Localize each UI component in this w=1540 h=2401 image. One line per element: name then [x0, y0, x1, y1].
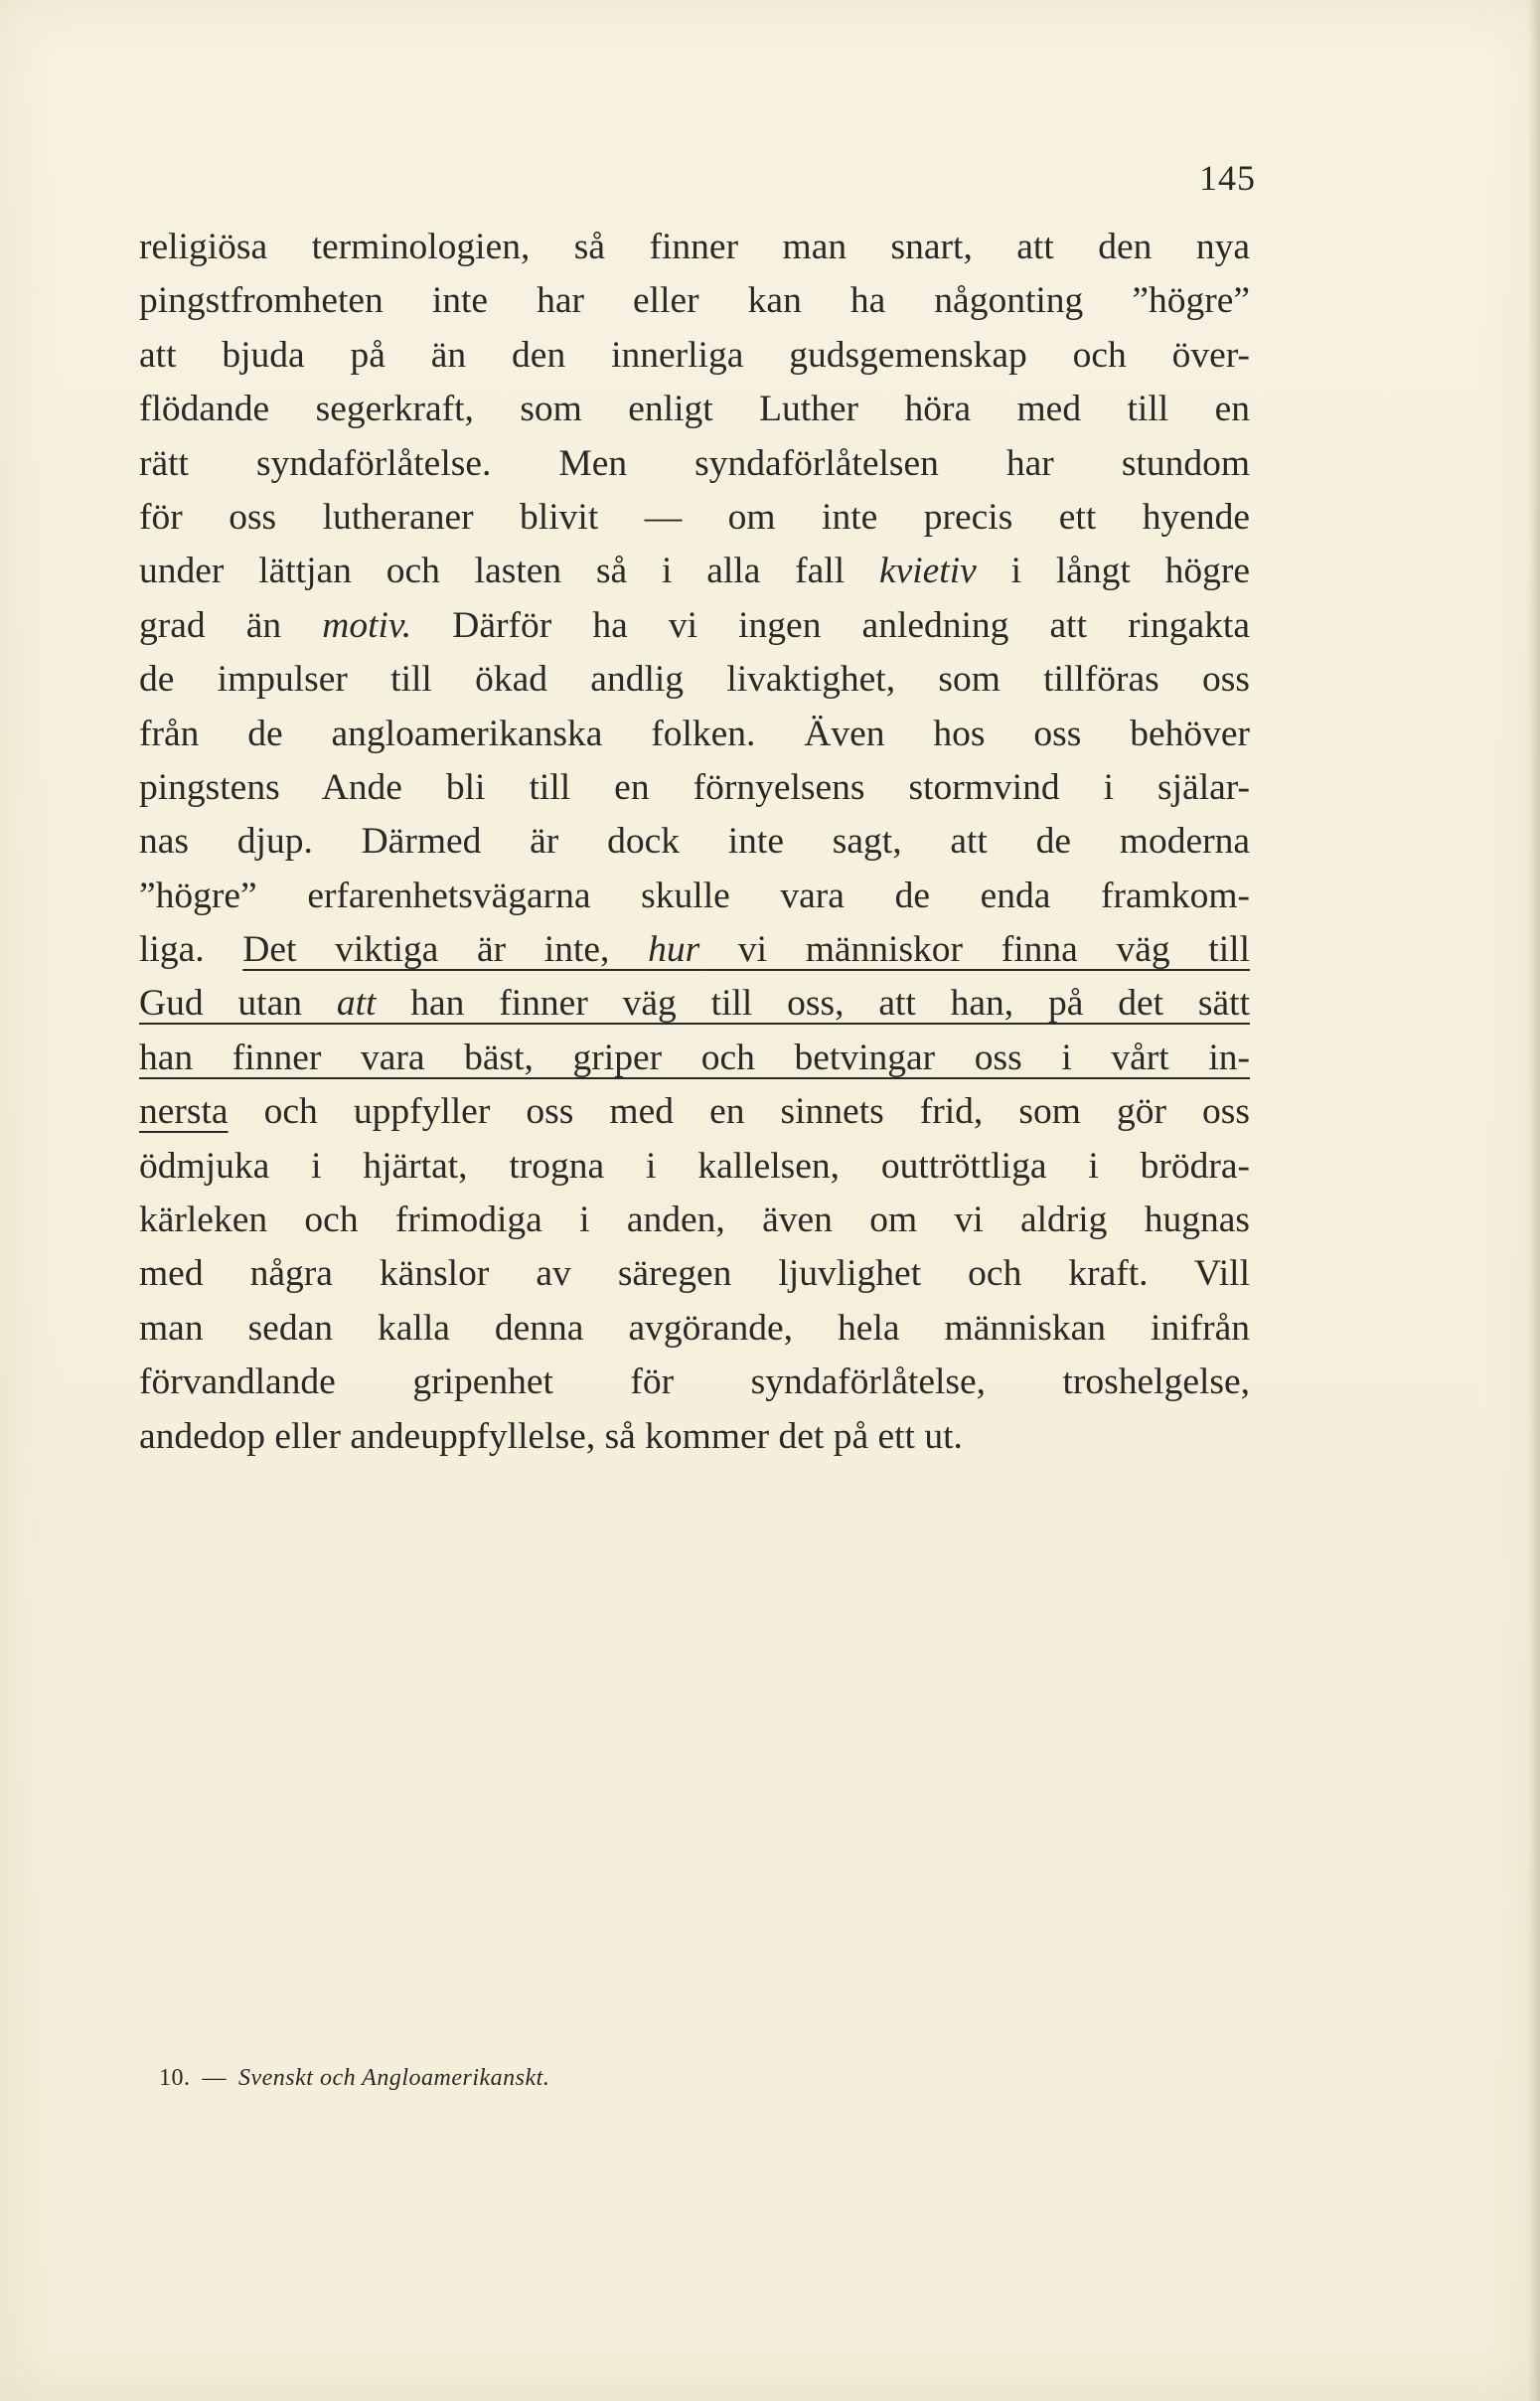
text-line — [139, 761, 1250, 815]
text-line — [139, 1247, 1250, 1301]
text-run: andedop eller andeuppfyllelse, så kommer det på ett ut. — [139, 1415, 963, 1457]
text-run: vi människor finna väg till — [699, 929, 1250, 971]
text-run: de impulser till ökad andlig livaktighet, som tillföras oss — [139, 659, 1250, 701]
text-run: nersta — [139, 1091, 229, 1133]
text-line — [139, 491, 1250, 545]
text-run: rätt syndaförlåtelse. Men syndaförlåtelsen har stundom — [139, 442, 1250, 484]
text-line — [139, 923, 1250, 977]
text-line — [139, 977, 1250, 1031]
text-line — [139, 1085, 1250, 1139]
text-line — [139, 599, 1250, 653]
text-line — [139, 383, 1250, 436]
text-run: förvandlande gripenhet för syndaförlåtelse, troshelgelse, — [139, 1361, 1250, 1403]
text-run: religiösa terminologien, så finner man snart, att den nya — [139, 227, 1250, 267]
text-run: han finner väg till oss, att han, på det sätt — [376, 983, 1250, 1025]
text-line — [139, 708, 1250, 761]
text-line — [139, 545, 1250, 598]
text-run: att bjuda på än den innerliga gudsgemenskap och över- — [139, 334, 1250, 376]
text-run: ”högre” erfarenhetsvägarna skulle vara de enda framkom- — [139, 875, 1250, 916]
italic-text: motiv. — [322, 604, 412, 646]
text-line — [139, 274, 1250, 328]
text-line — [139, 1302, 1250, 1356]
text-run: Det viktiga är inte, — [242, 929, 649, 971]
text-run: för oss lutheraner blivit — om inte precis ett hyende — [139, 496, 1250, 538]
text-run: pingstens Ande bli till en förnyelsens stormvind i själar- — [139, 766, 1250, 808]
text-line — [139, 1194, 1250, 1247]
signature-dash: — — [202, 2065, 227, 2091]
text-line — [139, 815, 1250, 869]
text-run: han finner vara bäst, griper och betvingar oss i vårt in- — [139, 1037, 1250, 1078]
signature-number: 10. — [159, 2065, 191, 2091]
page-edge-shadow — [1528, 0, 1540, 2401]
italic-text: att — [336, 983, 377, 1025]
text-run: liga. — [139, 929, 243, 971]
italic-text: kvietiv — [878, 551, 977, 592]
text-line — [139, 221, 1250, 274]
signature-title: Svenskt och Angloamerikanskt. — [238, 2065, 550, 2091]
italic-text: hur — [648, 929, 700, 971]
text-run: kärleken och frimodiga i anden, även om vi aldrig hugnas — [139, 1200, 1250, 1241]
text-run: flödande segerkraft, som enligt Luther höra med till en — [139, 389, 1250, 430]
text-run: ödmjuka i hjärtat, trogna i kallelsen, outtröttliga i brödra- — [139, 1145, 1250, 1187]
text-run: med några känslor av säregen ljuvlighet och kraft. Vill — [139, 1253, 1250, 1295]
text-line — [139, 329, 1250, 383]
text-run: Gud utan — [139, 983, 337, 1025]
page-number: 145 — [1199, 158, 1256, 198]
text-run: och uppfyller oss med en sinnets frid, som gör oss — [228, 1091, 1250, 1133]
text-run: från de angloamerikanska folken. Även hos oss behöver — [139, 713, 1250, 754]
text-run: grad än — [139, 604, 323, 646]
text-line — [139, 1032, 1250, 1085]
text-line — [139, 1410, 1250, 1464]
text-line — [139, 1356, 1250, 1409]
text-run: man sedan kalla denna avgörande, hela människan inifrån — [139, 1307, 1250, 1349]
text-run: i långt högre — [976, 551, 1250, 592]
text-line — [139, 653, 1250, 707]
body-paragraph — [139, 221, 1250, 1464]
text-line — [139, 1140, 1250, 1194]
text-run: Därför ha vi ingen anledning att ringakta — [411, 604, 1250, 646]
text-run: pingstfromheten inte har eller kan ha någonting ”högre” — [139, 280, 1250, 322]
text-run: under lättjan och lasten så i alla fall — [139, 551, 879, 592]
text-line — [139, 870, 1250, 923]
text-run: nas djup. Därmed är dock inte sagt, att de moderna — [139, 821, 1250, 863]
text-line — [139, 437, 1250, 491]
footer-signature — [159, 2065, 549, 2092]
